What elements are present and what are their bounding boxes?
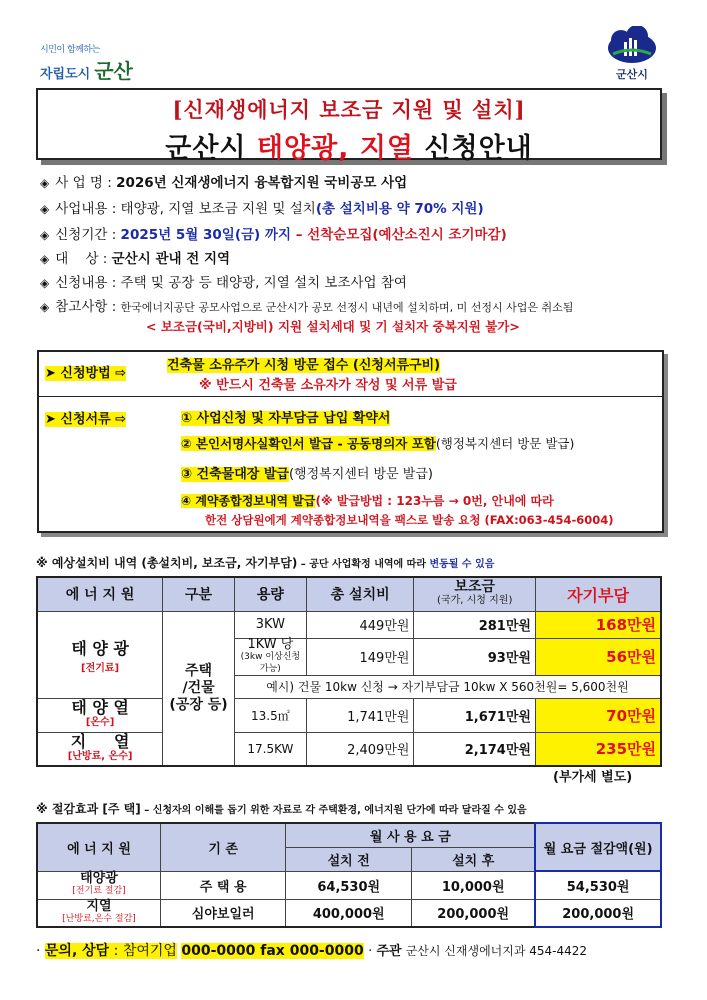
docs-label: ➤ 신청서류 ⇨ bbox=[45, 412, 127, 427]
cost-total: 1,741만원 bbox=[306, 698, 414, 732]
method-text: 건축물 소유주가 시청 방문 접수 (신청서류구비) bbox=[167, 358, 441, 373]
doc-1: ① 사업신청 및 자부담금 납입 확약서 bbox=[181, 411, 391, 426]
city-emblem bbox=[602, 26, 662, 82]
cost-title: ※ 예상설치비 내역 (총설치비, 보조금, 자기부담) – 공단 사업확정 내역에 따라 변동될 수 있음 bbox=[36, 556, 495, 570]
info-period bbox=[40, 226, 680, 244]
info-apply-content bbox=[40, 274, 680, 292]
contact-company: 참여기업 bbox=[122, 943, 177, 959]
apply-box bbox=[37, 350, 664, 533]
title-pre: 군산시 bbox=[165, 133, 257, 164]
info-value: 한국에너지공단 공모사업으로 군산시가 공모 선정시 내년에 설치하며, 미 선정시 사업은 취소됨 bbox=[120, 301, 574, 314]
info-value: 주택 및 공장 등 태양광, 지열 설치 보조사업 참여 bbox=[120, 275, 407, 291]
info-value: – 선착순모집(예산소진시 조기마감) bbox=[291, 227, 507, 243]
info-value: 군산시 관내 전 지역 bbox=[111, 251, 231, 267]
vat-note: (부가세 별도) bbox=[553, 770, 633, 785]
cost-subsidy: 93만원 bbox=[414, 638, 536, 675]
info-label: 사 업 명 : bbox=[55, 175, 112, 191]
save-h-source: 에 너 지 원 bbox=[37, 823, 160, 871]
save-saving: 54,530원 bbox=[535, 871, 661, 899]
cost-cap: 17.5KW bbox=[234, 732, 306, 766]
title-highlight: 태양광, 지열 bbox=[256, 133, 414, 164]
cost-self: 56만원 bbox=[535, 638, 661, 675]
title-post: 신청안내 bbox=[414, 133, 533, 164]
info-value: 2026년 신재생에너지 융복합지원 국비공모 사업 bbox=[116, 175, 408, 191]
title-line2 bbox=[38, 126, 660, 165]
contact-numbers: 000-0000 fax 000-0000 bbox=[181, 943, 364, 959]
info-label: 신청기간 : bbox=[55, 227, 117, 243]
cost-self: 235만원 bbox=[535, 732, 661, 766]
save-existing: 심야보일러 bbox=[160, 899, 285, 927]
save-before: 64,530원 bbox=[286, 871, 412, 899]
save-saving: 200,000원 bbox=[535, 899, 661, 927]
host-label: 주관 bbox=[376, 944, 402, 959]
diamond-icon: ◈ bbox=[40, 252, 50, 266]
emblem-label: 군산시 bbox=[616, 68, 648, 81]
info-content bbox=[40, 200, 680, 218]
diamond-icon: ◈ bbox=[40, 228, 50, 242]
info-value-highlight: (총 설치비용 약 70% 지원) bbox=[315, 201, 484, 217]
host-value: 군산시 신재생에너지과 454-4422 bbox=[405, 944, 588, 958]
contact-label: 문의, 상담 bbox=[44, 943, 110, 959]
cost-solar: 태 양 광 [전기료] bbox=[37, 611, 163, 698]
cost-h-source: 에 너 지 원 bbox=[37, 577, 163, 611]
title-box bbox=[36, 88, 662, 164]
cost-self: 70만원 bbox=[535, 698, 661, 732]
save-h-saving: 월 요금 절감액(원) bbox=[535, 823, 661, 871]
cost-table bbox=[36, 576, 662, 767]
info-target bbox=[40, 250, 680, 268]
info-label: 사업내용 : bbox=[55, 201, 117, 217]
doc-3: ③ 건축물대장 발급(행정복지센터 방문 발급) bbox=[181, 467, 433, 482]
cost-category: 주택 /건물 (공장 등) bbox=[163, 611, 235, 766]
method-note: ※ 반드시 건축물 소유자가 작성 및 서류 발급 bbox=[199, 378, 457, 393]
cost-subsidy: 2,174만원 bbox=[414, 732, 536, 766]
save-title: ※ 절감효과 [주 택] – 신청자의 이해를 돕기 위한 자료로 각 주택환경, 에너지원 단가에 따라 달라질 수 있음 bbox=[36, 802, 527, 816]
info-label: 신청내용 : bbox=[55, 275, 117, 291]
cost-total: 2,409만원 bbox=[306, 732, 414, 766]
save-table bbox=[36, 822, 662, 928]
cost-h-cap: 용량 bbox=[234, 577, 306, 611]
footer-contact: · 문의, 상담 : 참여기업 000-0000 fax 000-0000 · 주관 군산시 신재생에너지과 454-4422 bbox=[36, 943, 588, 959]
cost-cap: 1KW 당 (3kw 이상신청 가능) bbox=[234, 638, 306, 675]
save-h-existing: 기 존 bbox=[160, 823, 285, 871]
diamond-icon: ◈ bbox=[40, 300, 50, 314]
table-row bbox=[37, 871, 661, 899]
cost-example: 예시) 건물 10kw 신청 → 자기부담금 10kw X 560천원= 5,600천원 bbox=[234, 675, 661, 698]
cost-self: 168만원 bbox=[535, 611, 661, 638]
cost-cap: 3KW bbox=[234, 611, 306, 638]
cost-h-sub: 보조금 (국가, 시청 지원) bbox=[414, 577, 536, 611]
diamond-icon: ◈ bbox=[40, 202, 50, 216]
save-after: 200,000원 bbox=[412, 899, 536, 927]
info-project bbox=[40, 174, 680, 192]
doc-2: ② 본인서명사실확인서 발급 - 공동명의자 포함(행정복지센터 방문 발급) bbox=[181, 436, 575, 451]
info-value: 태양광, 지열 보조금 지원 및 설치 bbox=[120, 201, 316, 217]
info-note2: < 보조금(국비,지방비) 지원 설치세대 및 기 설치자 중복지원 불가> bbox=[146, 319, 520, 334]
cost-h-self: 자기부담 bbox=[535, 577, 661, 611]
doc-4-note2: 한전 상담원에게 계약종합정보내역을 팩스로 발송 요청 (FAX:063-454-6004) bbox=[205, 513, 614, 527]
save-h-monthly: 월 사 용 요 금 bbox=[286, 823, 535, 847]
slogan-city: 군산 bbox=[94, 59, 133, 83]
info-label: 참고사항 : bbox=[55, 299, 117, 315]
cost-subsidy: 1,671만원 bbox=[414, 698, 536, 732]
save-after: 10,000원 bbox=[412, 871, 536, 899]
cost-h-total: 총 설치비 bbox=[306, 577, 414, 611]
save-source: 지열 [난방료,온수 절감] bbox=[37, 899, 160, 927]
save-before: 400,000원 bbox=[286, 899, 412, 927]
emblem-icon bbox=[607, 26, 657, 64]
diamond-icon: ◈ bbox=[40, 276, 50, 290]
cost-heat: 태 양 열 [온수] bbox=[37, 698, 163, 732]
cost-geo: 지 열 [난방료, 온수] bbox=[37, 732, 163, 766]
save-existing: 주 택 용 bbox=[160, 871, 285, 899]
cost-total: 149만원 bbox=[306, 638, 414, 675]
save-h-before: 설치 전 bbox=[286, 847, 412, 871]
method-label: ➤ 신청방법 ⇨ bbox=[45, 366, 127, 381]
city-slogan-logo bbox=[40, 42, 133, 84]
info-note bbox=[40, 298, 680, 317]
cost-h-cat: 구분 bbox=[163, 577, 235, 611]
doc-4: ④ 계약종합정보내역 발급(※ 발급방법 : 123누름 → 0번, 안내에 따라 bbox=[181, 494, 554, 508]
save-h-after: 설치 후 bbox=[412, 847, 536, 871]
table-row bbox=[37, 899, 661, 927]
save-source: 태양광 [전기료 절감] bbox=[37, 871, 160, 899]
info-label: 대 상 : bbox=[55, 251, 108, 267]
title-line1: [신재생에너지 보조금 지원 및 설치] bbox=[172, 97, 526, 122]
cost-cap: 13.5㎡ bbox=[234, 698, 306, 732]
info-value-highlight: 2025년 5월 30일(금) 까지 bbox=[120, 227, 291, 243]
cost-subsidy: 281만원 bbox=[414, 611, 536, 638]
slogan-small: 시민이 함께하는 bbox=[40, 45, 100, 55]
cost-total: 449만원 bbox=[306, 611, 414, 638]
diamond-icon: ◈ bbox=[40, 176, 50, 190]
slogan-big: 자립도시 bbox=[40, 67, 91, 82]
